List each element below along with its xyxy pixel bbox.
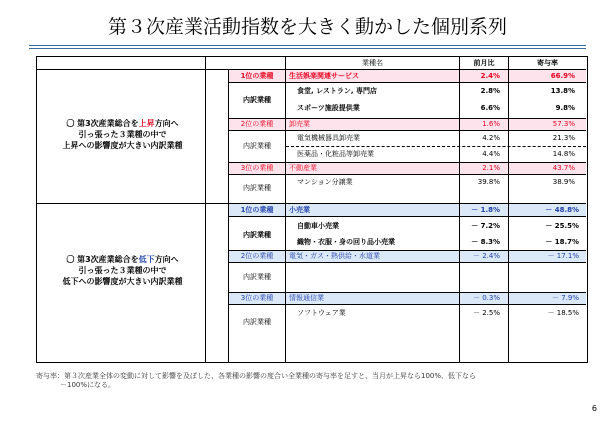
down-sub-3a: ソフトウェア業 <box>297 309 346 317</box>
up-keyword: 上昇 <box>138 119 155 128</box>
up-sub-2b: 医薬品・化粧品等卸売業 <box>297 150 374 158</box>
up-sub-3a: マンション分譲業 <box>297 178 353 186</box>
down-keyword: 低下 <box>138 255 155 264</box>
up-sub-label-3: 内訳業種 <box>243 184 271 192</box>
header-contrib: 寄与率 <box>537 59 558 67</box>
up-mom-1: 2.4% <box>480 72 500 80</box>
header-mom: 前月比 <box>473 59 495 67</box>
title-rule-top <box>29 45 586 46</box>
down-mom-1: － 1.8% <box>471 206 500 214</box>
down-sub-label-1: 内訳業種 <box>243 231 271 239</box>
down-section-label: 〇 第3次産業総合を低下方向へ 引っ張った３業種の中で 低下への影響度が大きい内訳業種 <box>62 255 183 286</box>
up-industry-3: 不動産業 <box>289 164 317 172</box>
up-sub-1b: スポーツ施設提供業 <box>297 104 360 112</box>
down-rank-1: 1位の業種 <box>240 206 274 214</box>
header-industry: 業種名 <box>362 59 383 67</box>
down-rank-3: 3位の業種 <box>240 294 274 302</box>
down-industry-2: 電気・ガス・熱供給・水道業 <box>289 252 380 260</box>
up-industry-1: 生活娯楽関連サービス <box>289 72 359 80</box>
down-sub-label-2: 内訳業種 <box>243 273 271 281</box>
page-title: 第３次産業活動指数を大きく動かした個別系列 <box>107 16 507 38</box>
title-rule-bottom <box>29 48 586 49</box>
up-sub-1a: 食堂, レストラン, 専門店 <box>297 87 377 95</box>
down-sub-1b: 織物・衣服・身の回り品小売業 <box>297 238 395 246</box>
up-rank-3: 3位の業種 <box>240 164 274 172</box>
down-rank-2: 2位の業種 <box>240 252 274 260</box>
down-sub-1a: 自動車小売業 <box>297 222 339 230</box>
page-number: 6 <box>591 404 597 413</box>
down-industry-3: 情報通信業 <box>289 294 324 302</box>
down-sub-label-3: 内訳業種 <box>243 318 271 326</box>
down-industry-1: 小売業 <box>289 206 310 214</box>
down-contrib-1: － 48.8% <box>545 206 579 214</box>
up-sub-label-1: 内訳業種 <box>243 96 271 104</box>
up-rank-2: 2位の業種 <box>240 120 274 128</box>
up-rank-1: 1位の業種 <box>240 72 274 80</box>
up-sub-label-2: 内訳業種 <box>243 142 271 150</box>
up-contrib-1: 66.9% <box>550 72 575 80</box>
up-section-label: 〇 第3次産業総合を上昇方向へ 引っ張った３業種の中で 上昇への影響度が大きい内訳業種 <box>62 119 183 150</box>
footnote: 寄与率：第３次産業全体の変動に対して影響を及ぼした、各業種の影響の度合い全業種の寄与率を足すと、当月が上昇なら100%、低下なら －100%になる。 <box>36 372 477 389</box>
up-sub-2a: 電気機械器具卸売業 <box>297 134 360 142</box>
up-industry-2: 卸売業 <box>289 120 310 128</box>
